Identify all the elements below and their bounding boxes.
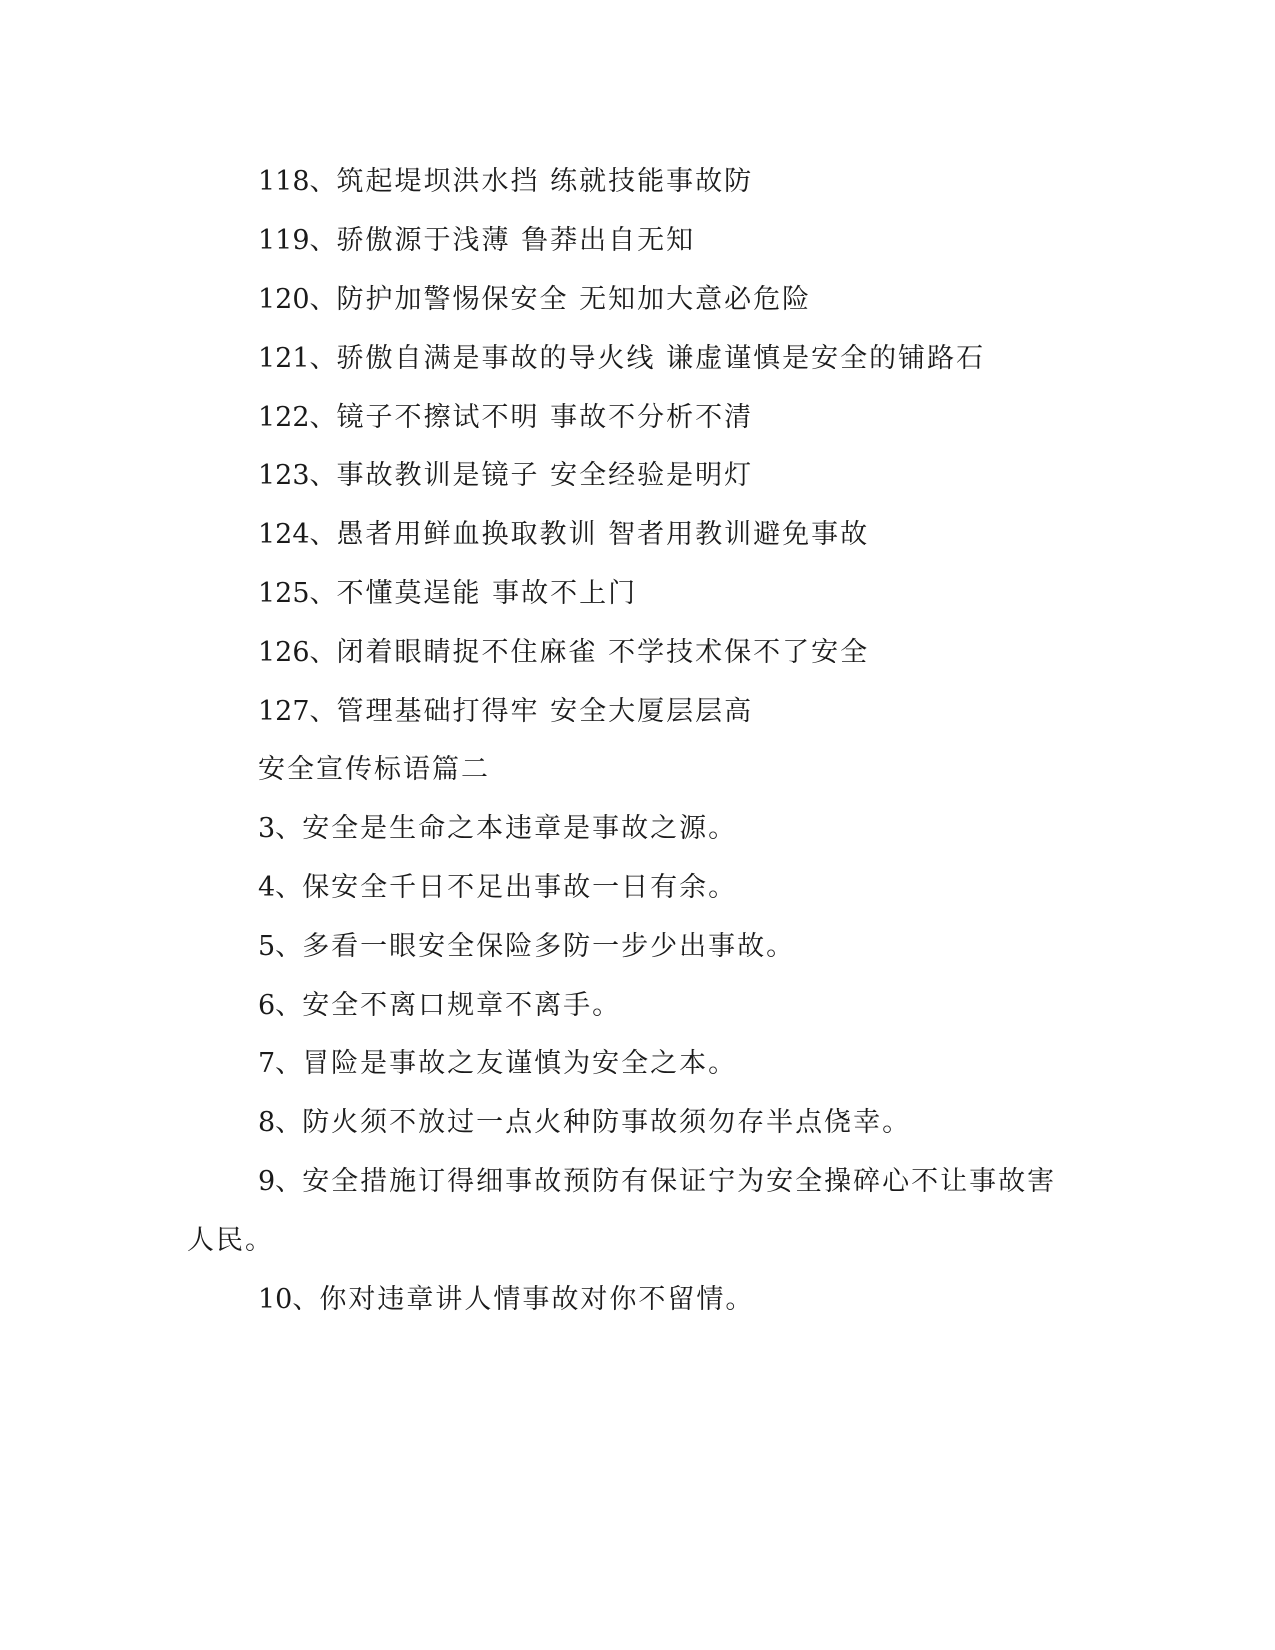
item-number: 120、 (258, 284, 337, 315)
list-item (258, 460, 753, 492)
item-text: 不懂莫逞能 事故不上门 (336, 578, 638, 609)
item-number: 6、 (258, 990, 303, 1021)
item-text: 事故教训是镜子 安全经验是明灯 (336, 460, 754, 491)
list-item (258, 990, 621, 1022)
item-text: 闭着眼睛捉不住麻雀 不学技术保不了安全 (336, 637, 870, 668)
item-number: 3、 (258, 813, 303, 844)
wrapped-line: 人民。 (187, 1225, 274, 1256)
item-number: 124、 (258, 519, 337, 550)
list-item (258, 696, 753, 728)
list-item (258, 813, 737, 845)
list-item (258, 1107, 911, 1139)
list-item (258, 519, 869, 551)
item-text: 愚者用鲜血换取教训 智者用教训避免事故 (336, 519, 870, 550)
list-item (258, 166, 753, 198)
item-text: 防护加警惕保安全 无知加大意必危险 (336, 284, 812, 315)
list-item (258, 931, 795, 963)
item-text: 骄傲源于浅薄 鲁莽出自无知 (336, 225, 696, 256)
item-number: 127、 (258, 696, 337, 727)
item-text: 管理基础打得牢 安全大厦层层高 (336, 696, 754, 727)
item-text: 保安全千日不足出事故一日有余。 (302, 872, 738, 903)
item-number: 125、 (258, 578, 337, 609)
item-number: 118、 (258, 166, 337, 197)
list-item (258, 637, 869, 669)
item-number: 9、 (258, 1166, 303, 1197)
item-number: 8、 (258, 1107, 303, 1138)
item-number: 4、 (258, 872, 303, 903)
item-text: 骄傲自满是事故的导火线 谦虚谨慎是安全的铺路石 (336, 343, 986, 374)
item-text: 安全不离口规章不离手。 (302, 990, 622, 1021)
item-number: 126、 (258, 637, 337, 668)
item-text: 镜子不擦试不明 事故不分析不清 (336, 402, 754, 433)
item-number: 5、 (258, 931, 303, 962)
list-item (258, 1048, 737, 1080)
item-text: 安全措施订得细事故预防有保证宁为安全操碎心不让事故害 (302, 1166, 1057, 1197)
list-item (258, 1284, 754, 1316)
item-text: 安全是生命之本违章是事故之源。 (302, 813, 738, 844)
item-text: 冒险是事故之友谨慎为安全之本。 (302, 1048, 738, 1079)
list-item (258, 402, 753, 434)
item-number: 10、 (258, 1284, 320, 1315)
list-item (258, 225, 695, 257)
section-heading: 安全宣传标语篇二 (258, 754, 490, 785)
list-item (258, 872, 737, 904)
list-item (258, 1166, 1056, 1198)
item-text: 防火须不放过一点火种防事故须勿存半点侥幸。 (302, 1107, 912, 1138)
list-item (258, 343, 985, 375)
item-text: 筑起堤坝洪水挡 练就技能事故防 (336, 166, 754, 197)
item-text: 你对违章讲人情事故对你不留情。 (319, 1284, 755, 1315)
item-number: 122、 (258, 402, 337, 433)
item-text: 多看一眼安全保险多防一步少出事故。 (302, 931, 796, 962)
item-number: 121、 (258, 343, 337, 374)
list-item (258, 578, 637, 610)
item-number: 7、 (258, 1048, 303, 1079)
item-number: 119、 (258, 225, 337, 256)
list-item (258, 284, 811, 316)
item-number: 123、 (258, 460, 337, 491)
